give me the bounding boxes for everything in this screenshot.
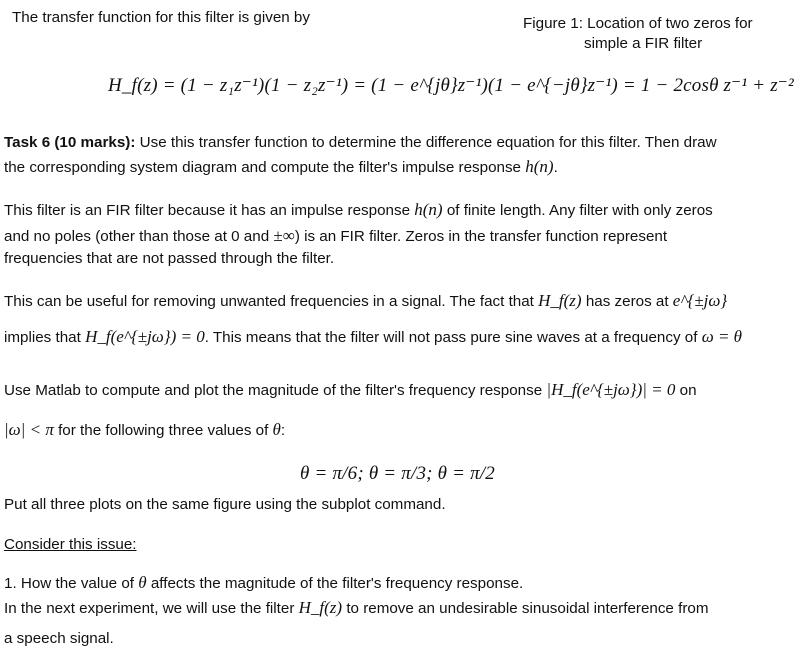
useful-line1-b: has zeros at — [585, 293, 669, 310]
fir-line2-a: and no poles (other than those at 0 and — [4, 228, 270, 245]
figure-caption-line1: Figure 1: Location of two zeros for — [523, 15, 753, 32]
fir-line1-a: This filter is an FIR filter because it has an impulse response — [4, 202, 411, 219]
consider-heading: Consider this issue: — [4, 536, 137, 553]
impulse-response-math: h(n) — [525, 157, 554, 176]
matlab-line1 — [4, 380, 697, 401]
task6-line2-text: the corresponding system diagram and compute the filter's impulse response — [4, 159, 522, 176]
useful-line1-math2: e^{±jω} — [672, 291, 728, 310]
matlab-line2-math2: θ — [272, 420, 281, 439]
consider-item1 — [4, 573, 523, 594]
matlab-line1-a: Use Matlab to compute and plot the magnitude of the filter's frequency response — [4, 382, 543, 399]
useful-line1-a: This can be useful for removing unwanted frequencies in a signal. The fact that — [4, 293, 534, 310]
theta-values: θ = π/6; θ = π/3; θ = π/2 — [300, 463, 496, 484]
figure-caption-line2: simple a FIR filter — [584, 35, 703, 52]
next-line1-b: to remove an undesirable sinusoidal interference from — [346, 600, 709, 617]
transfer-function-equation: H_f(z) = (1 − z₁z⁻¹)(1 − z₂z⁻¹) = (1 − e^{jθ}z⁻¹)(1 − e^{−jθ}z⁻¹) = 1 − 2cosθ z⁻¹ + z⁻² — [108, 75, 794, 96]
fir-line2-pm: ±∞ — [273, 226, 295, 245]
useful-line2-a: implies that — [4, 329, 81, 346]
fir-line1-b: of finite length. Any filter with only zeros — [446, 202, 713, 219]
matlab-line1-b: on — [679, 382, 697, 399]
intro-text: The transfer function for this filter is given by — [12, 9, 310, 26]
fir-line2-b: ) is an FIR filter. Zeros in the transfer function represent — [294, 228, 668, 245]
useful-line1-math: H_f(z) — [538, 291, 582, 310]
useful-line2-b: . This means that the filter will not pass pure sine waves at a frequency of — [204, 329, 698, 346]
matlab-line2 — [4, 420, 285, 441]
consider-item1-a: 1. How the value of — [4, 575, 135, 592]
useful-line2-math2: ω = θ — [701, 327, 743, 346]
consider-item1-b: affects the magnitude of the filter's frequency response. — [150, 575, 524, 592]
subplot-line: Put all three plots on the same figure using the subplot command. — [4, 496, 446, 513]
matlab-line2-math: |ω| < π — [4, 420, 54, 439]
next-line1-a: In the next experiment, we will use the filter — [4, 600, 295, 617]
consider-item1-math: θ — [138, 573, 147, 592]
fir-line1 — [4, 200, 713, 221]
useful-line2-math: H_f(e^{±jω}) = 0 — [85, 327, 205, 346]
useful-line1 — [4, 291, 727, 312]
matlab-line2-a: for the following three values of — [58, 422, 269, 439]
fir-line3: frequencies that are not passed through the filter. — [4, 250, 335, 267]
next-line1-math: H_f(z) — [298, 598, 343, 617]
next-line1 — [4, 598, 708, 619]
task6-label: Task 6 (10 marks): — [4, 134, 136, 151]
fir-line2 — [4, 226, 667, 247]
task6-line1-text: Use this transfer function to determine the difference equation for this filter. Then draw — [139, 134, 717, 151]
useful-line2 — [4, 327, 742, 348]
task6-line2-end: . — [553, 159, 558, 176]
task6-line2 — [4, 157, 558, 178]
fir-line1-math: h(n) — [414, 200, 443, 219]
matlab-line2-end: : — [280, 422, 286, 439]
task6-line1 — [4, 133, 717, 153]
next-line2: a speech signal. — [4, 630, 114, 647]
matlab-line1-math: |H_f(e^{±jω})| = 0 — [546, 380, 676, 399]
